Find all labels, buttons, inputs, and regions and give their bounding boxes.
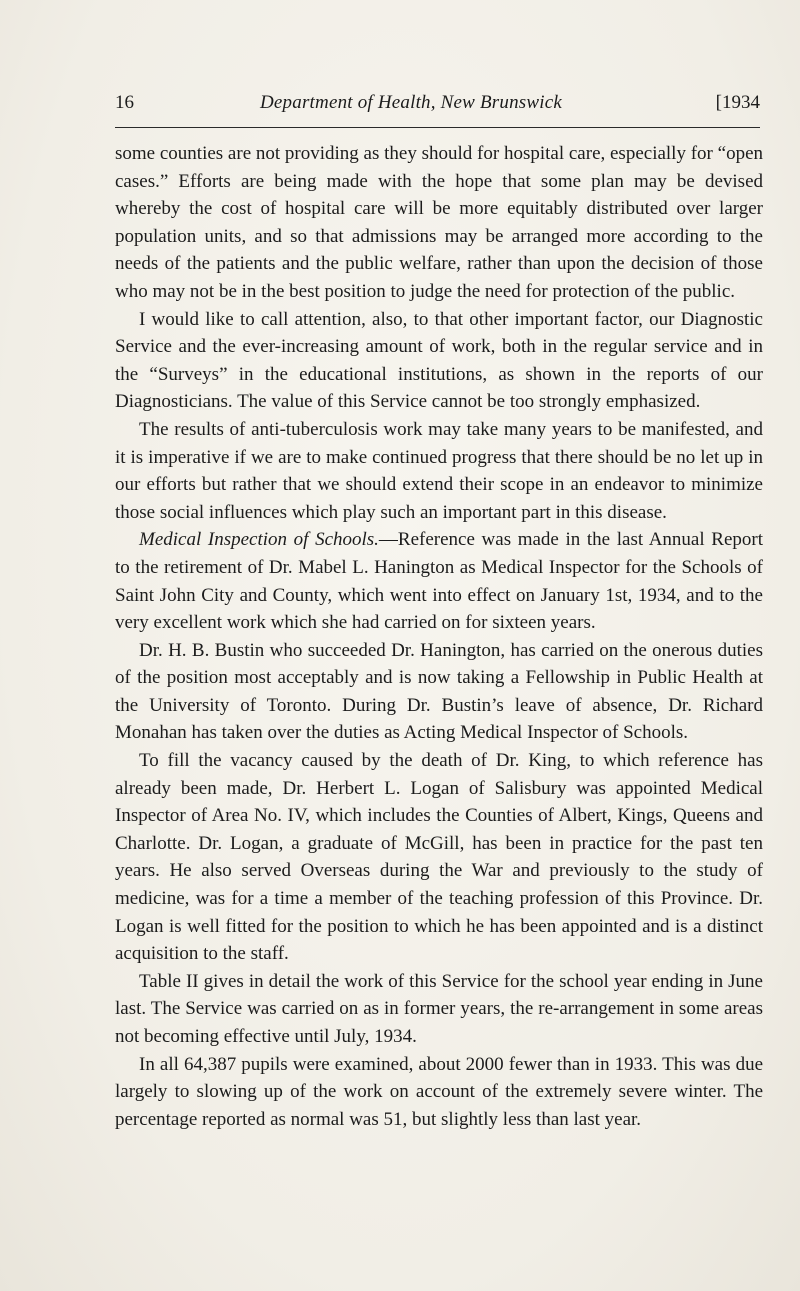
body-text — [115, 140, 763, 1133]
header-rule — [115, 127, 760, 128]
section-medical-inspection — [115, 526, 763, 636]
paragraph-bustin: Dr. H. B. Bustin who succeeded Dr. Hanington, has carried on the onerous duties of the position most acceptably and is now taking a Fellowship in Public Health at the University of Toronto. During Dr. Bustin’s leave of absence, Dr. Richard Monahan has taken over the duties as Acting Medical Inspector of Schools. — [115, 639, 763, 744]
paragraph-pupils-examined: In all 64,387 pupils were examined, about 2000 fewer than in 1933. This was due largely to slowing up of the work on account of the extremely severe winter. The percentage reported as normal was 51, but slightly less than last year. — [115, 1053, 763, 1130]
paragraph-table-ii: Table II gives in detail the work of this Service for the school year ending in June last. The Service was carried on as in former years, the re-arrangement in some areas not becoming effective until July, 1934. — [115, 970, 763, 1047]
section-heading: Medical Inspection of Schools. — [139, 529, 379, 551]
section-lead-text: —Reference was made in the last Annual Report to the retirement of Dr. Mabel L. Hanington as Medical Inspector for the Schools of Saint John City and County, which went into effect on January 1st, 1934, and to the very excellent work which she had carried on for sixteen years. — [115, 529, 763, 634]
paragraph-diagnostic-service: I would like to call attention, also, to that other important factor, our Diagnostic Service and the ever-increasing amount of work, both in the regular service and in the “Surveys” in the educational institutions, as shown in the reports of our Diagnosticians. The value of this Service cannot be too strongly emphasized. — [115, 308, 763, 413]
paragraph-continued: some counties are not providing as they should for hospital care, especially for “open cases.” Efforts are being made with the hope that some plan may be devised whereby the cost of hospital care will be more equitably distributed over larger population units, and so that admissions may be arranged more according to the needs of the patients and the public welfare, rather than upon the decision of those who may not be in the best position to judge the need for protection of the public. — [115, 143, 763, 302]
page-number: 16 — [115, 92, 134, 113]
page-header — [115, 92, 760, 118]
paragraph-anti-tuberculosis: The results of anti-tuberculosis work may take many years to be manifested, and it is imperative if we are to make continued progress that there should be no let up in our efforts but rather that we should extend their scope in an endeavor to minimize those social influences which play such an important part in this disease. — [115, 418, 763, 523]
running-title: Department of Health, New Brunswick — [260, 92, 562, 113]
header-year: [1934 — [715, 92, 760, 113]
paragraph-logan: To fill the vacancy caused by the death of Dr. King, to which reference has already been made, Dr. Herbert L. Logan of Salisbury was appointed Medical Inspector of Area No. IV, which includes the Counties of Albert, Kings, Queens and Charlotte. Dr. Logan, a graduate of McGill, has been in practice for the past ten years. He also served Overseas during the War and previously to the study of medicine, was for a time a member of the teaching profession of this Province. Dr. Logan is well fitted for the position to which he has been appointed and is a distinct acquisition to the staff. — [115, 750, 763, 965]
